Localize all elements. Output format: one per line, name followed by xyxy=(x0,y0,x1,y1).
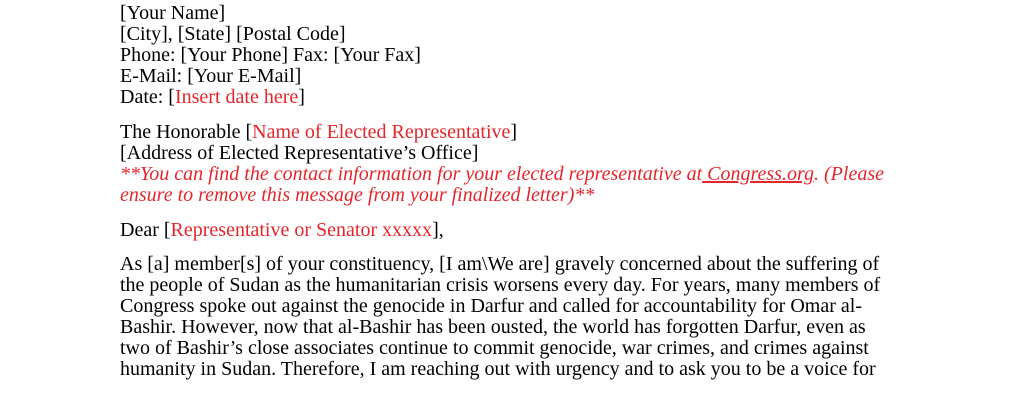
body-paragraph xyxy=(120,254,890,380)
body-line: Bashir. However, now that al-Bashir has been ousted, the world has forgotten Darfur, even as xyxy=(120,316,866,338)
letter-page xyxy=(120,0,910,380)
sender-phone-fax: Phone: [Your Phone] Fax: [Your Fax] xyxy=(120,44,421,66)
recipient-address: [Address of Elected Representative’s Office] xyxy=(120,142,479,164)
honorable-prefix: The Honorable [ xyxy=(120,121,253,143)
sender-city-state-zip: [City], [State] [Postal Code] xyxy=(120,23,346,45)
sender-address-block xyxy=(120,0,910,108)
salutation-prefix: Dear [ xyxy=(120,219,171,241)
congress-org-link[interactable]: Congress.org xyxy=(702,163,815,185)
recipient-address-block xyxy=(120,122,910,206)
sender-name: [Your Name] xyxy=(120,2,226,24)
date-prefix: Date: [ xyxy=(120,86,175,108)
body-line: humanity in Sudan. Therefore, I am reaching out with urgency and to ask you to be a voice for xyxy=(120,358,876,380)
contact-info-note-line-1 xyxy=(120,164,910,185)
contact-info-note-line-2: ensure to remove this message from your finalized letter)** xyxy=(120,184,595,206)
note-text-start: **You can find the contact information for your elected representative at xyxy=(120,163,703,185)
honorable-suffix: ] xyxy=(510,121,518,143)
letter-date xyxy=(120,87,910,108)
body-line: As [a] member[s] of your constituency, [I am\We are] gravely concerned about the suffering of xyxy=(120,253,880,275)
salutation-suffix: ], xyxy=(432,219,444,241)
salutation xyxy=(120,220,910,241)
body-line: two of Bashir’s close associates continue to commit genocide, war crimes, and crimes against xyxy=(120,337,869,359)
recipient-honorable xyxy=(120,122,910,143)
date-suffix: ] xyxy=(298,86,305,108)
sender-email: E-Mail: [Your E-Mail] xyxy=(120,65,302,87)
date-placeholder: Insert date here xyxy=(174,86,299,108)
representative-name-placeholder: Name of Elected Representative xyxy=(252,121,511,143)
salutation-placeholder: Representative or Senator xxxxx xyxy=(170,219,433,241)
body-line: Congress spoke out against the genocide in Darfur and called for accountability for Omar al- xyxy=(120,295,862,317)
body-line: the people of Sudan as the humanitarian crisis worsens every day. For years, many members of xyxy=(120,274,881,296)
note-text-end: . (Please xyxy=(814,163,884,185)
